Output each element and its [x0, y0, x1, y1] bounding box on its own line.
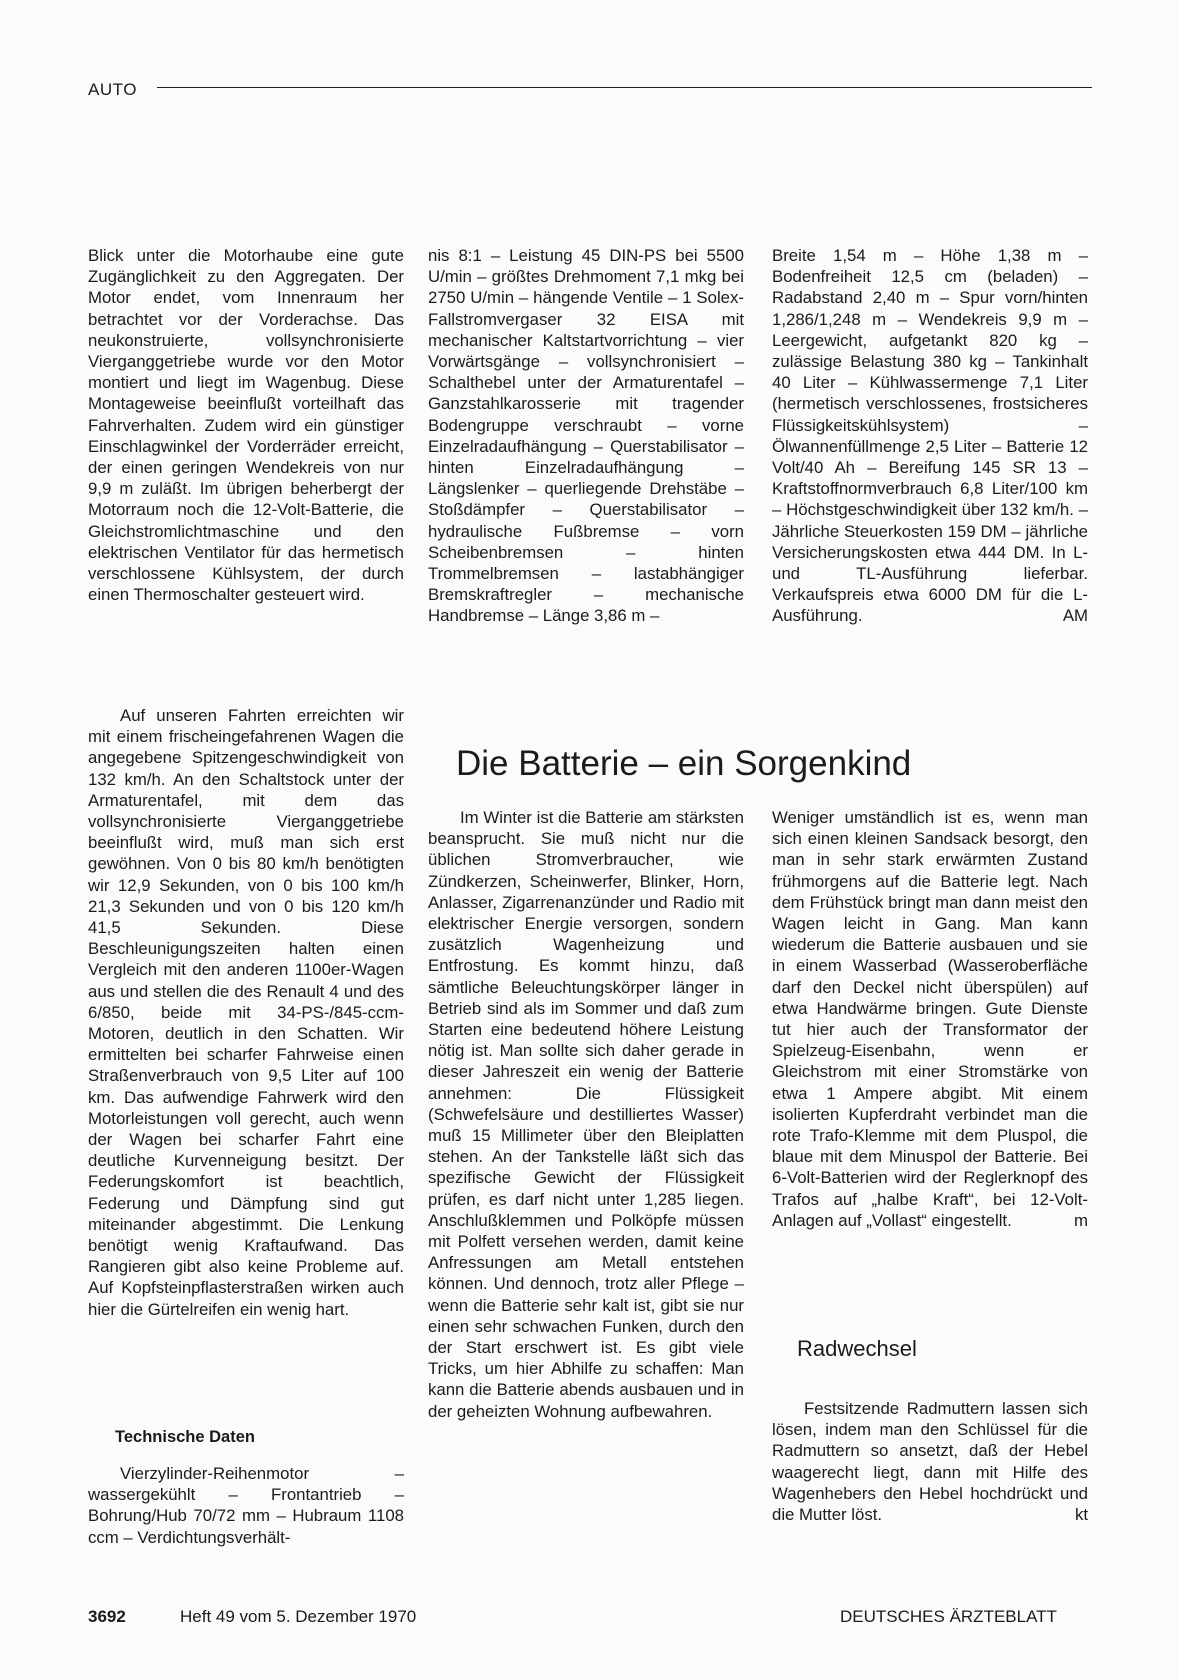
- battery-article-col-2: [772, 807, 1088, 1231]
- page-number: 3692: [88, 1607, 126, 1626]
- technical-data-block: [88, 1463, 404, 1548]
- technical-data-heading-wrap: [115, 1427, 405, 1448]
- technical-data-text: Vierzylinder-Reihenmotor – wassergekühlt – Frontantrieb – Bohrung/Hub 70/72 mm – Hubraum 1108 ccm – Verdichtungsverhält-: [88, 1464, 404, 1547]
- header-rule: [157, 87, 1092, 88]
- article-paragraph-text: Weniger umständlich ist es, wenn man sich einen kleinen Sandsack besorgt, den man in sehr stark erwärmten Zustand frühmorgens auf die Batterie legt. Nach dem Frühstück bringt man dann meist den Wagen leicht in Gang. Man kann wiederum die Batterie ausbauen und sie in einem Wasserbad (Wasseroberfläche darf den Deckel nicht überspülen) auf etwa Handwärme bringen. Gute Dienste tut hier auch der Transformator der Spielzeug-Eisenbahn, wenn er Gleichstrom mit einer Stromstärke von etwa 1 Ampere abgibt. Mit einem isolierten Kupferdraht verbindet man die rote Trafo-Klemme mit dem Pluspol, die blaue mit dem Minuspol der Batterie. Bei 6-Volt-Batterien wird der Reglerknopf des Trafos auf „halbe Kraft“, bei 12-Volt-Anlagen auf „Vollast“ eingestellt.: [772, 808, 1088, 1230]
- article-paragraph: [772, 1398, 1088, 1525]
- author-signature: AM: [1062, 606, 1088, 626]
- article-paragraph: Auf unseren Fahrten erreichten wir mit einem frischeingefahrenen Wagen die angegebene Spitzengeschwindigkeit von 132 km/h. An den Schaltstock unter der Armaturentafel, mit dem das vollsynchronisierte Vierganggetriebe beeinflußt wird, muß man sich erst gewöhnen. Von 0 bis 80 km/h benötigten wir 12,9 Sekunden, von 0 bis 100 km/h 21,3 Sekunden und von 0 bis 120 km/h 41,5 Sekunden. Diese Beschleunigungszeiten halten einen Vergleich mit den anderen 1100er-Wagen aus und stellen die des Renault 4 und des 6/850, beide mit 34-PS-/845-ccm-Motoren, deutlich in den Schatten. Wir ermittelten bei scharfer Fahrweise einen Straßenverbrauch von 9,5 Liter auf 100 km. Das aufwendige Fahrwerk wird den Motorleistungen voll gerecht, auch wenn der Wagen bei scharfer Fahrt eine deutliche Kurvenneigung besitzt. Der Federungskomfort ist beachtlich, Federung und Dämpfung sind gut miteinander abgestimmt. Die Lenkung benötigt wenig Kraftaufwand. Das Rangieren gibt also keine Probleme auf. Auf Kopfsteinpflasterstraßen wirken auch hier die Gürtelreifen ein wenig hart.: [88, 706, 404, 1319]
- article-paragraph: [772, 807, 1088, 1231]
- publication-name: DEUTSCHES ÄRZTEBLATT: [840, 1607, 1057, 1626]
- technical-data-text: nis 8:1 – Leistung 45 DIN-PS bei 5500 U/min – größtes Drehmoment 7,1 mkg bei 2750 U/min – hängende Ventile – 1 Solex-Fallstromvergaser 32 EISA mit mechanischer Kaltstartvorrichtung – vier Vorwärtsgänge – vollsynchronisiert – Schalthebel unter der Armaturentafel – Ganzstahlkarosserie mit tragender Bodengruppe verschraubt – vorne Einzelradaufhängung – Querstabilisator – hinten Einzelradaufhängung – Längslenker – querliegende Drehstäbe – Stoßdämpfer – Querstabilisator – hydraulische Fußbremse – vorn Scheibenbremsen – hinten Trommelbremsen – lastabhängiger Bremskraftregler – mechanische Handbremse – Länge 3,86 m –: [428, 246, 744, 626]
- article-paragraph: Blick unter die Motorhaube eine gute Zugänglichkeit zu den Aggregaten. Der Motor endet, vom Innenraum her betrachtet vor der Vorderachse. Das neukonstruierte, vollsynchronisierte Vierganggetriebe wurde vor den Motor montiert und liegt im Wagenbug. Diese Montageweise beeinflußt vorteilhaft das Fahrverhalten. Zudem wird ein günstiger Einschlagwinkel der Vorderräder erreicht, der einen geringen Wendekreis von nur 9,9 m zuläßt. Im übrigen beherbergt der Motorraum noch die 12-Volt-Batterie, die Gleichstromlichtmaschine und den elektrischen Ventilator für das hermetisch verschlossene Kühlsystem, der durch einen Thermoschalter gesteuert wird.: [88, 246, 404, 605]
- article-headline: Die Batterie – ein Sorgenkind: [456, 744, 912, 783]
- column-1-continued: [88, 705, 404, 1320]
- column-3: [772, 245, 1088, 627]
- technical-data-heading: Technische Daten: [115, 1428, 255, 1446]
- author-signature: kt: [1074, 1505, 1088, 1525]
- issue-info: Heft 49 vom 5. Dezember 1970: [180, 1607, 417, 1626]
- article-paragraph-text: Festsitzende Radmuttern lassen sich lösen, indem man den Schlüssel für die Radmuttern so ansetzt, daß der Hebel waagerecht liegt, dann mit Hilfe des Wagenhebers den Hebel hochdrückt und die Mutter löst.: [772, 1399, 1088, 1525]
- technical-data-tail: Breite 1,54 m – Höhe 1,38 m – Bodenfreiheit 12,5 cm (beladen) – Radabstand 2,40 m – Spur vorn/hinten 1,286/1,248 m – Wendekreis 9,9 m – Leergewicht, aufgetankt 820 kg – zulässige Belastung 380 kg – Tankinhalt 40 Liter – Kühlwassermenge 7,1 Liter (hermetisch verschlossenes, frostsicheres Flüssigkeitskühlsystem) – Ölwannenfüllmenge 2,5 Liter – Batterie 12 Volt/40 Ah – Bereifung 145 SR 13 – Kraftstoffnormverbrauch 6,8 Liter/100 km – Höchstgeschwindigkeit über 132 km/h. – Jährliche Steuerkosten 159 DM – jährliche Versicherungskosten etwa 444 DM. In L- und TL-Ausführung lieferbar. Verkaufspreis etwa 6000 DM für die L-Ausführung.: [772, 246, 1088, 626]
- column-1: [88, 245, 404, 605]
- wheel-change-heading-wrap: [797, 1338, 1087, 1359]
- technical-data-text: [772, 245, 1088, 627]
- article-paragraph: Im Winter ist die Batterie am stärksten beansprucht. Sie muß nicht nur die üblichen Stromverbraucher, wie Zündkerzen, Scheinwerfer, Blinker, Horn, Anlasser, Zigarrenanzünder und Radio mit elektrischer Energie versorgen, sondern zusätzlich Wagenheizung und Entfrostung. Es kommt hinzu, daß sämtliche Beleuchtungskörper länger in Betrieb sind als im Sommer und daß zum Starten eine bedeutend höhere Leistung nötig ist. Man sollte sich daher gerade in dieser Jahreszeit ein wenig der Batterie annehmen: Die Flüssigkeit (Schwefelsäure und destilliertes Wasser) muß 15 Millimeter über den Bleiplatten stehen. An der Tankstelle läßt sich das spezifische Gewicht der Flüssigkeit prüfen, es darf nicht unter 1,285 liegen. Anschlußklemmen und Polköpfe müssen mit Polfett versehen werden, damit keine Anfressungen am Metall entstehen können. Und dennoch, trotz aller Pflege – wenn die Batterie sehr kalt ist, gibt sie nur einen sehr schwachen Funken, durch den der Start erschwert ist. Es gibt viele Tricks, um hier Abhilfe zu schaffen: Man kann die Batterie abends ausbauen und in der geheizten Wohnung aufbewahren.: [428, 808, 744, 1421]
- column-2: [428, 245, 744, 627]
- author-signature: m: [1074, 1210, 1088, 1230]
- section-label: AUTO: [88, 80, 137, 99]
- wheel-change-heading: Radwechsel: [797, 1336, 917, 1361]
- battery-article-col-1: [428, 807, 744, 1422]
- wheel-change-block: [772, 1398, 1088, 1525]
